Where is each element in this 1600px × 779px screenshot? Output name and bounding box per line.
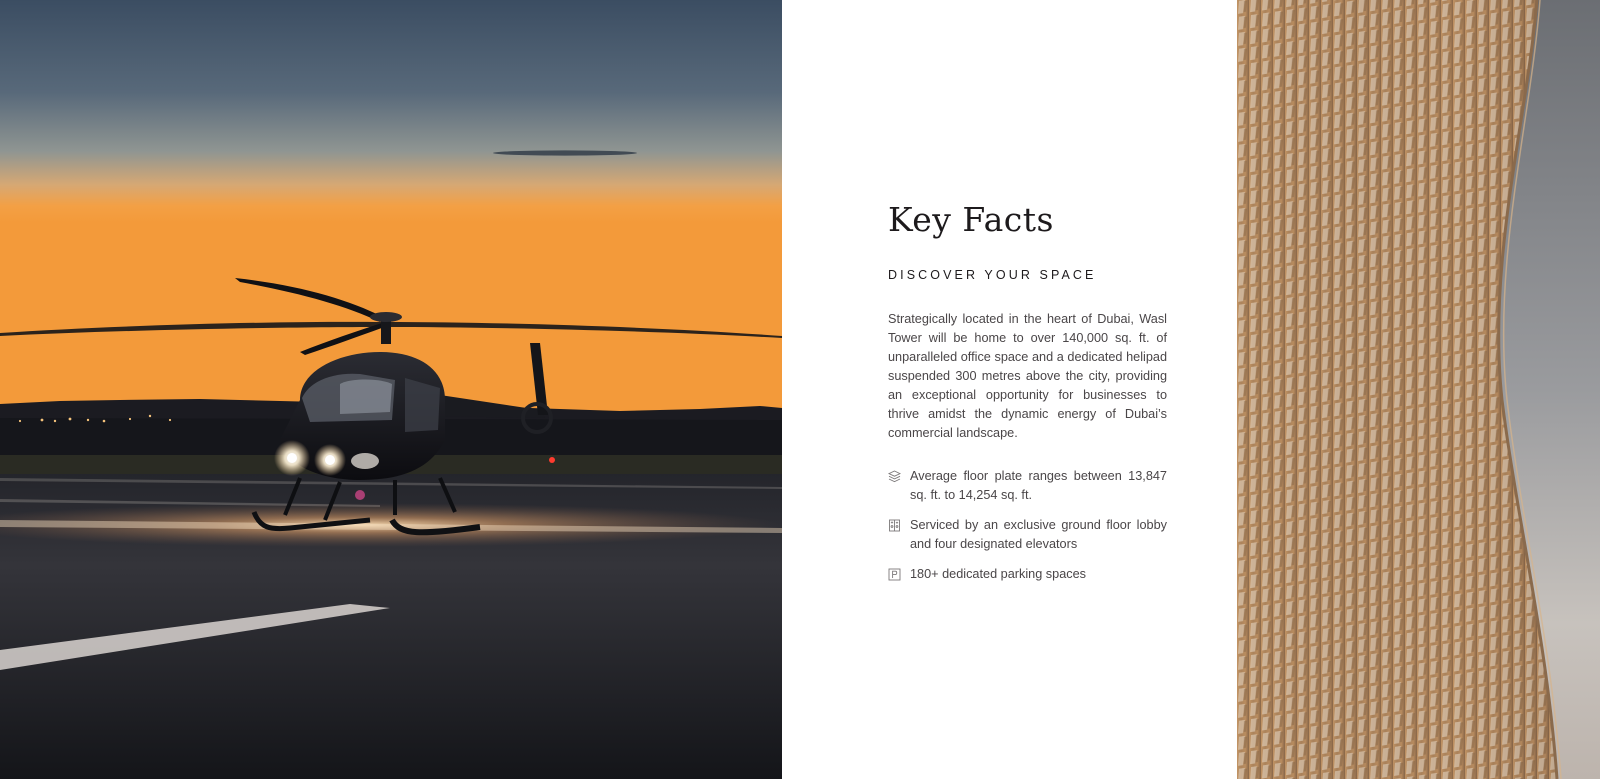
helicopter-photo [0,0,782,779]
layers-icon [888,470,901,483]
fact-text: Average floor plate ranges between 13,847 sq. ft. to 14,254 sq. ft. [910,469,1167,502]
list-item [888,516,1167,554]
intro-paragraph: Strategically located in the heart of Dubai, Wasl Tower will be home to over 140,000 sq. ft. of unparalleled office space and a dedicated helipad suspended 300 metres above the city, providing an exceptional opportunity for businesses to thrive amidst the dynamic energy of Dubai’s commercial landscape. [888,312,1167,440]
parking-icon [888,568,901,581]
tower-facade-photo [1237,0,1600,779]
key-facts-panel [782,0,1237,779]
fact-text: Serviced by an exclusive ground floor lobby and four designated elevators [910,518,1167,551]
list-item [888,565,1167,584]
key-facts-list [888,467,1167,584]
list-item [888,467,1167,505]
elevator-icon [888,519,901,532]
section-subtitle: DISCOVER YOUR SPACE [888,268,1097,282]
page-title: Key Facts [888,200,1054,239]
fact-text: 180+ dedicated parking spaces [910,567,1086,581]
